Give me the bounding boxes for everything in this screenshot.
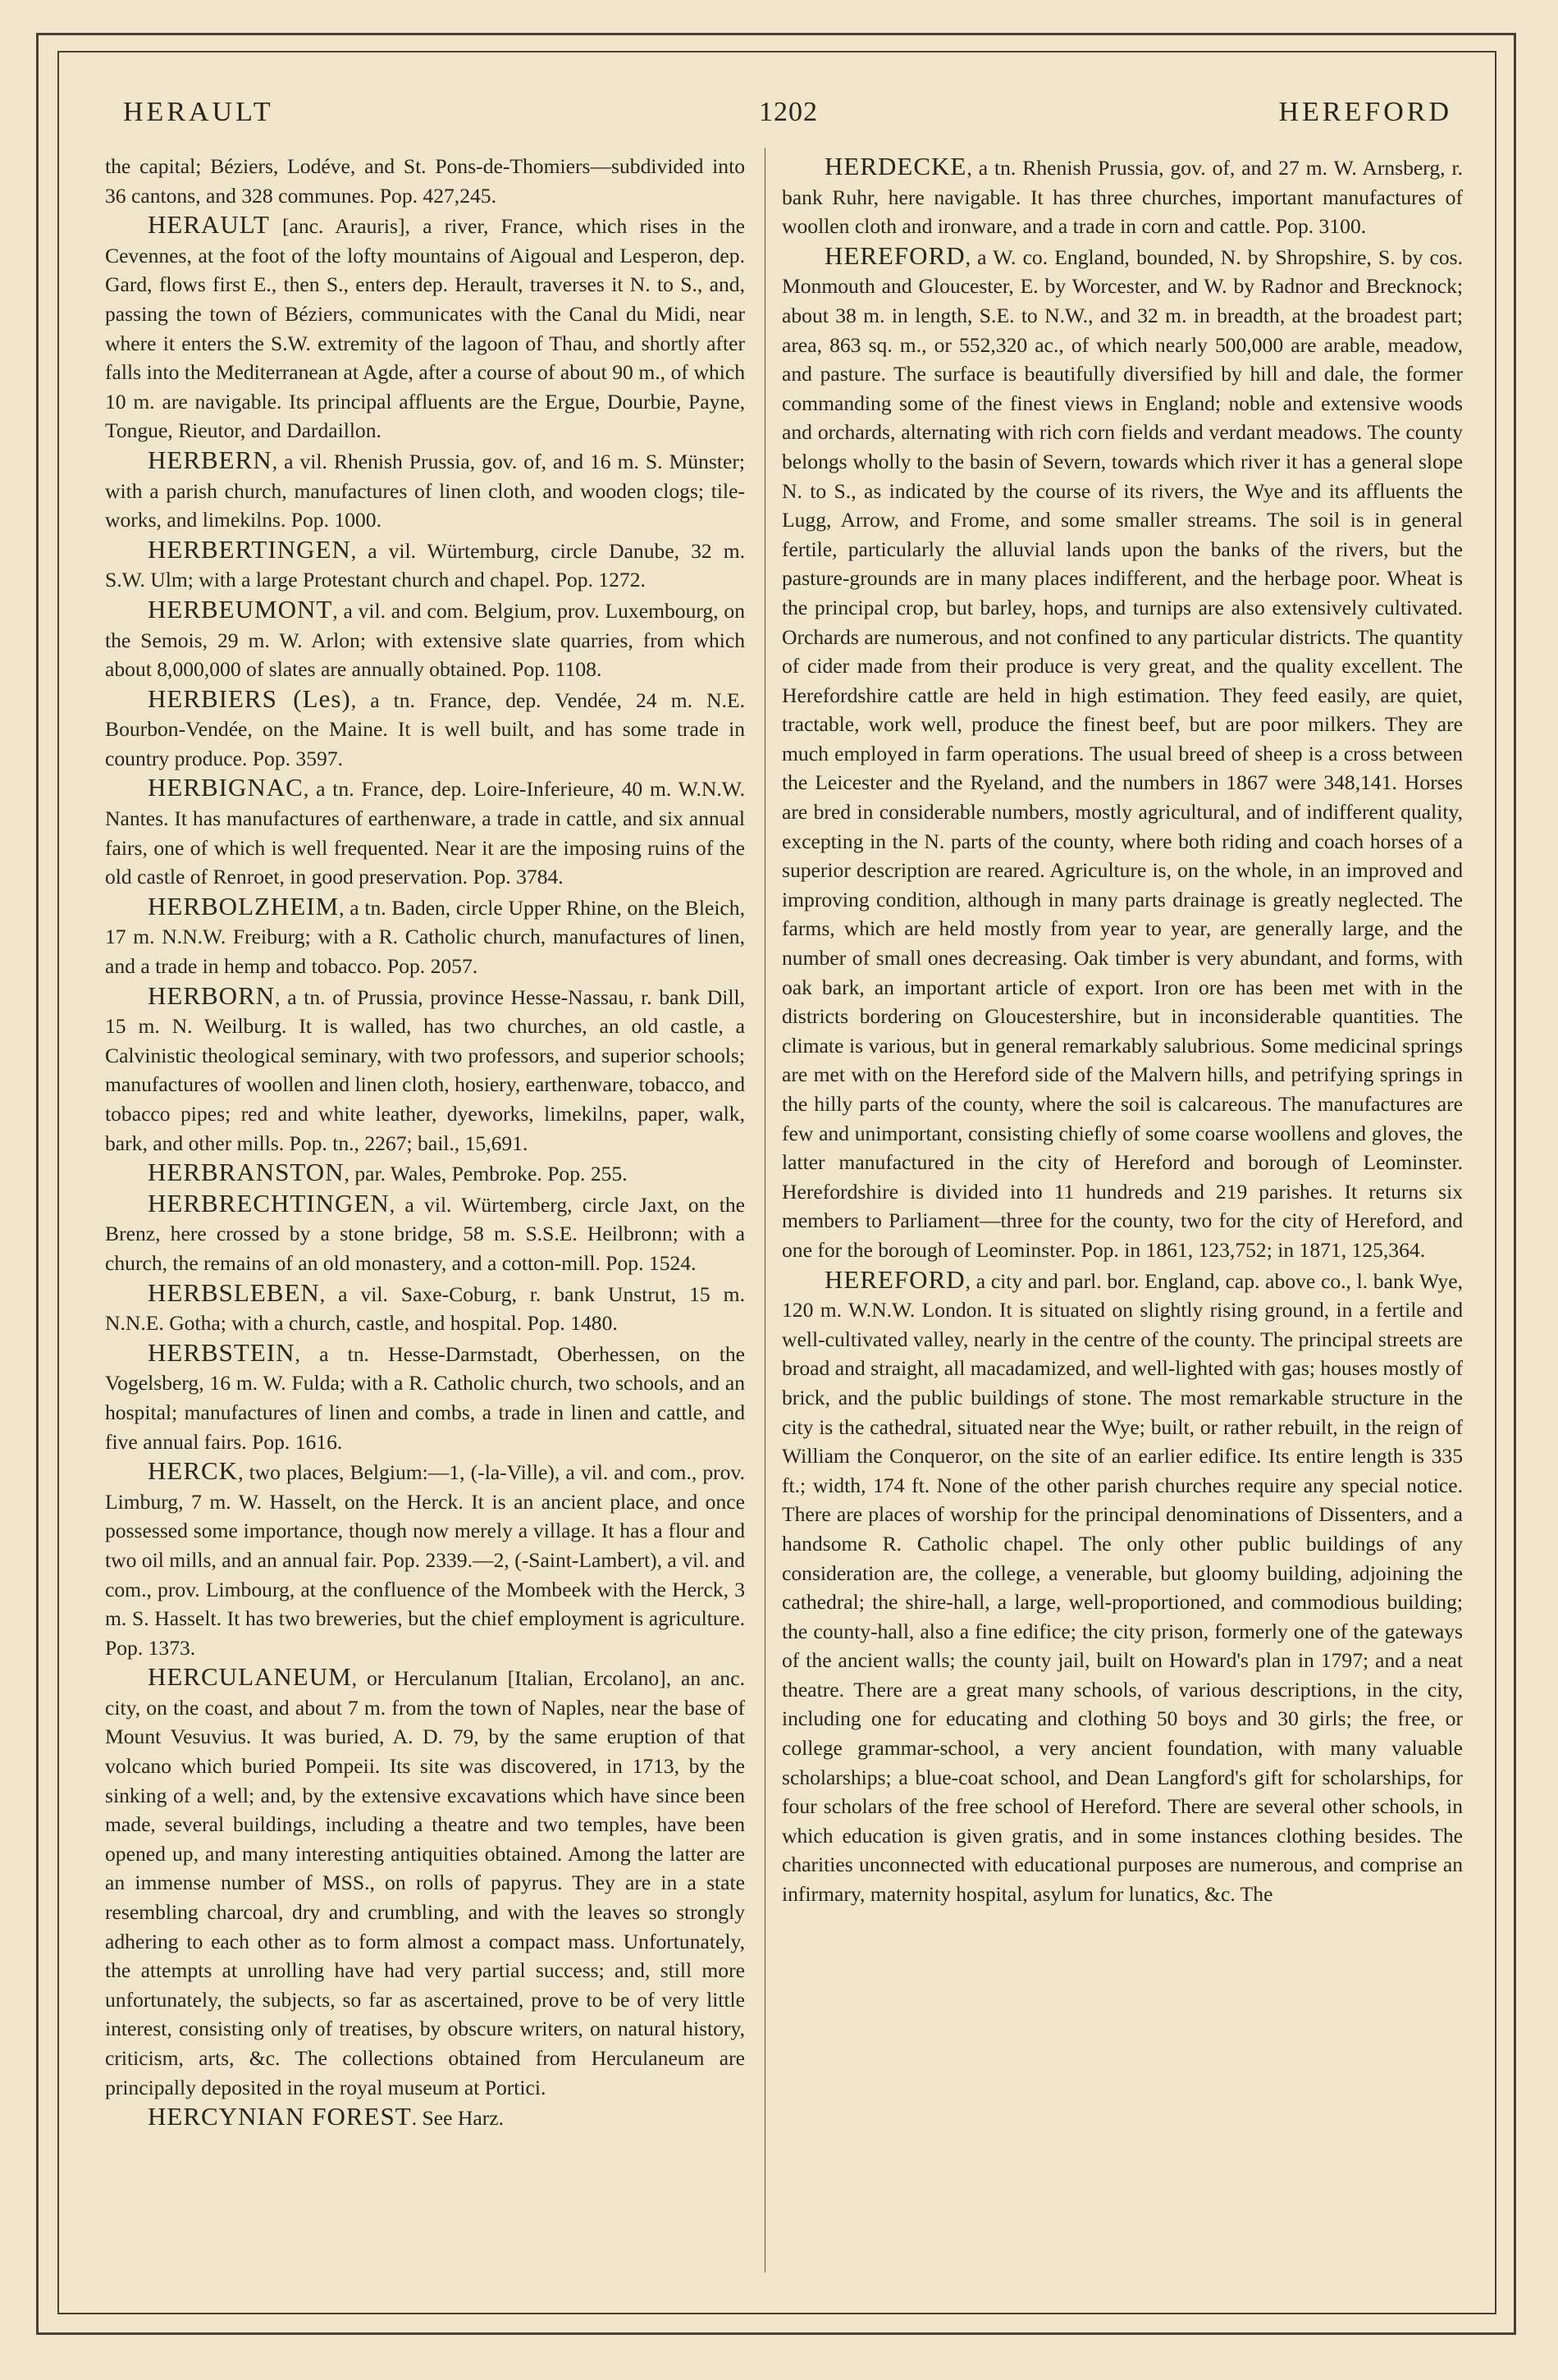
entry-headword: HERBIGNAC [148, 773, 304, 802]
entry-text: , a tn. Rhenish Prussia, gov. of, and 27 m. W. Arnsberg, r. bank Ruhr, here navigable. It has three churches, important manufactures of woollen cloth and ironware, and a trade in corn and cattle. Pop. 3100. [782, 156, 1463, 239]
entry-headword: HERBERTINGEN [148, 534, 351, 564]
entry-text: , a vil. Würtemberg, circle Jaxt, on the Brenz, here crossed by a stone bridge, 58 m. S.S.E. Heilbronn; with a church, the remains of an old monastery, and a cotton-mill. Pop. 1524. [105, 1192, 745, 1275]
entry-text: , a vil. Saxe-Coburg, r. bank Unstrut, 15 m. N.N.E. Gotha; with a church, castle, and hospital. Pop. 1480. [105, 1281, 745, 1336]
gazetteer-entry [782, 1265, 1463, 1909]
entry-text: , par. Wales, Pembroke. Pop. 255. [344, 1162, 628, 1186]
page-number: 1202 [759, 97, 818, 127]
gazetteer-entry [105, 1338, 745, 1456]
gazetteer-entry [105, 773, 745, 891]
gazetteer-entry [782, 241, 1463, 1265]
header-left-word: HERAULT [123, 97, 274, 127]
gazetteer-entry [105, 152, 745, 210]
entry-headword: HERCK [148, 1456, 239, 1486]
entry-headword: HEREFORD [825, 1264, 966, 1294]
entry-headword: HERBRECHTINGEN [148, 1188, 390, 1217]
entry-headword: HERDECKE [825, 152, 967, 180]
gazetteer-entry [105, 2102, 745, 2133]
entry-text: , a city and parl. bor. England, cap. above co., l. bank Wye, 120 m. W.N.W. London. It is situated on slightly rising ground, in a fertile and well-cultivated valley, nearly in the centre of the county. The principal streets are broad and straight, all macadamized, and well-lighted with gas; houses mostly of brick, and the public buildings of stone. The most remarkable structure in the city is the cathedral, situated near the Wye; built, or rather rebuilt, in the reign of William the Conqueror, on the site of an earlier edifice. Its entire length is 335 ft.; width, 174 ft. None of the other parish churches require any special notice. There are places of worship for the principal denominations of Dissenters, and a handsome R. Catholic chapel. The only other public buildings of any consideration are, the college, a venerable, but gloomy building, adjoining the cathedral; the shire-hall, a large, well-proportioned, and commodious building; the county-hall, also a fine edifice; the city prison, formerly one of the gateways of the ancient walls; the county jail, built on Howard's plan in 1797; and a neat theatre. There are a great many schools, of various descriptions, in the city, including one for educating and clothing 50 boys and 30 girls; the free, or college grammar-school, a very ancient foundation, with many valuable scholarships; a blue-coat school, and Dean Langford's gift for scholarships, for four scholars of the free school of Hereford. There are several other schools, in which education is given gratis, and in some instances clothing besides. The charities unconnected with educational purposes are numerous, and comprise an infirmary, maternity hospital, asylum for lunatics, &c. The [782, 1268, 1463, 1907]
entry-text: , a tn. France, dep. Vendée, 24 m. N.E. Bourbon-Vendée, on the Maine. It is well built, and has some trade in country produce. Pop. 3597. [105, 688, 745, 770]
running-header [98, 97, 1485, 143]
gazetteer-entry [105, 595, 745, 684]
gazetteer-entry [105, 1158, 745, 1189]
entry-text: , a W. co. England, bounded, N. by Shropshire, S. by cos. Monmouth and Gloucester, E. by Worcester, and W. by Radnor and Brecknock; about 38 m. in length, S.E. to N.W., and 32 m. in breadth, at the broadest part; area, 863 sq. m., or 552,320 ac., of which nearly 500,000 are arable, meadow, and pasture. The surface is beautifully diversified by hill and dale, the former commanding some of the finest views in England; noble and extensive woods and orchards, alternating with rich corn fields and verdant meadows. The county belongs wholly to the basin of Severn, towards which river it has a general slope N. to S., as indicated by the course of its rivers, the Wye and its affluents the Lugg, Arrow, and Frome, and some smaller streams. The soil is in general fertile, particularly the alluvial lands upon the banks of the rivers, but the pasture-grounds are in many places indifferent, and the herbage poor. Wheat is the principal crop, but barley, hops, and turnips are also extensively cultivated. Orchards are numerous, and not confined to any particular districts. The quantity of cider made from their produce is very great, and the quality excellent. The Herefordshire cattle are held in high estimation. They feed easily, are quiet, tractable, work well, produce the finest beef, but are poor milkers. They are much employed in farm operations. The usual breed of sheep is a cross between the Leicester and the Ryeland, and the numbers in 1867 were 348,141. Horses are bred in considerable numbers, mostly agricultural, and of indifferent quality, excepting in the N. parts of the county, where both riding and coach horses of a superior description are reared. Agriculture is, on the whole, in an improved and improving condition, although in many parts drainage is greatly neglected. The farms, which are held mostly from year to year, are generally large, and the number of small ones decreasing. Oak timber is very abundant, and forms, with oak bark, an important article of export. Iron ore has been met with in the districts bordering on Gloucestershire, but in inconsiderable quantities. The climate is various, but in general remarkably salubrious. Some medicinal springs are met with on the Hereford side of the Malvern hills, and petrifying springs in the hilly parts of the county, where the soil is calcareous. The manufactures are few and unimportant, consisting chiefly of some coarse woollens and gloves, the latter manufactured in the city of Hereford and borough of Leominster. Herefordshire is divided into 11 hundreds and 219 parishes. It returns six members to Parliament—three for the county, two for the city of Hereford, and one for the borough of Leominster. Pop. in 1861, 123,752; in 1871, 125,364. [782, 244, 1463, 1262]
gazetteer-entry [105, 1189, 745, 1278]
entry-headword: HERAULT [148, 210, 270, 240]
entry-text: , a tn. Hesse-Darmstadt, Oberhessen, on the Vogelsberg, 16 m. W. Fulda; with a R. Catholic church, two schools, and an hospital; manufactures of linen and combs, a trade in linen and cattle, and five annual fairs. Pop. 1616. [105, 1341, 745, 1454]
entry-headword: HEREFORD [825, 240, 966, 270]
gazetteer-entry [105, 445, 745, 535]
header-right-word: HEREFORD [1278, 97, 1452, 127]
gazetteer-entry [105, 981, 745, 1158]
entry-headword: HERBIERS (Les) [148, 683, 351, 713]
entry-headword: HERCYNIAN FOREST [148, 2102, 412, 2131]
entry-headword: HERBSTEIN [148, 1337, 295, 1367]
gazetteer-entry [105, 1278, 745, 1338]
entry-text: , a tn. France, dep. Loire-Inferieure, 40 m. W.N.W. Nantes. It has manufactures of earthenware, a trade in cattle, and six annual fairs, one of which is well frequented. Near it are the imposing ruins of the old castle of Renroet, in good preservation. Pop. 3784. [105, 777, 745, 889]
entry-text: , a vil. Rhenish Prussia, gov. of, and 16 m. S. Münster; with a parish church, manufactures of linen cloth, and wooden clogs; tile-works, and limekilns. Pop. 1000. [105, 449, 745, 532]
entry-text: , a tn. Baden, circle Upper Rhine, on the Bleich, 17 m. N.N.W. Freiburg; with a R. Catholic church, manufactures of linen, and a trade in hemp and tobacco. Pop. 2057. [105, 895, 745, 979]
entry-headword: HERBOLZHEIM [148, 891, 340, 920]
entry-text: . See Harz. [411, 2106, 504, 2131]
entry-text: , two places, Belgium:—1, (-la-Ville), a vil. and com., prov. Limburg, 7 m. W. Hasselt, on the Herck. It is an ancient place, and once possessed some importance, though now merely a village. It has a flour and two oil mills, and an annual fair. Pop. 2339.—2, (-Saint-Lambert), a vil. and com., prov. Limbourg, at the confluence of the Mombeek with the Herck, 3 m. S. Hasselt. It has two breweries, but the chief employment is agriculture. Pop. 1373. [105, 1460, 745, 1660]
entry-text: , a vil. Würtemburg, circle Danube, 32 m. S.W. Ulm; with a large Protestant church and chapel. Pop. 1272. [105, 538, 745, 592]
entry-text: the capital; Béziers, Lodéve, and St. Pons-de-Thomiers—subdivided into 36 cantons, and 328 communes. Pop. 427,245. [105, 154, 745, 208]
entry-text: , or Herculanum [Italian, Ercolano], an anc. city, on the coast, and about 7 m. from the town of Naples, near the base of Mount Vesuvius. It was buried, A. D. 79, by the same eruption of that volcano which buried Pompeii. Its site was discovered, in 1713, by the sinking of a well; and, by the extensive excavations which have since been made, several buildings, including a theatre and two temples, have been opened up, and many interesting antiquities obtained. Among the latter are an immense number of MSS., on rolls of papyrus. They are in a state resembling charcoal, dry and crumbling, and with the leaves so strongly adhering to each other as to form almost a compact mass. Unfortunately, the attempts at unrolling have had very partial success; and, still more unfortunately, the subjects, so far as ascertained, prove to be of very little interest, consisting only of treatises, by obscure writers, on natural history, criticism, arts, &c. The collections obtained from Herculaneum are principally deposited in the royal museum at Portici. [105, 1666, 745, 2099]
gazetteer-entry [105, 892, 745, 981]
entry-text: [anc. Arauris], a river, France, which rises in the Cevennes, at the foot of the lofty mountains of Aigoual and Lesperon, dep. Gard, flows first E., then S., enters dep. Herault, traverses it N. to S., and, passing the town of Béziers, communicates with the Canal du Midi, near where it enters the S.W. extremity of the lagoon of Thau, and shortly after falls into the Mediterranean at Agde, after a course of about 90 m., of which 10 m. are navigable. Its principal affluents are the Ergue, Dourbie, Payne, Tongue, Rieutor, and Dardaillon. [105, 214, 745, 443]
entry-headword: HERBEUMONT [148, 594, 333, 624]
gazetteer-entry [105, 1662, 745, 2102]
entry-headword: HERBORN [148, 980, 276, 1010]
entry-headword: HERBRANSTON [148, 1158, 345, 1187]
gazetteer-entry [105, 210, 745, 445]
entry-text: , a vil. and com. Belgium, prov. Luxembourg, on the Semois, 29 m. W. Arlon; with extensive slate quarries, from which about 8,000,000 of slates are annually obtained. Pop. 1108. [105, 598, 745, 682]
gazetteer-entry [105, 1456, 745, 1662]
gazetteer-entry [782, 152, 1463, 241]
entry-headword: HERBERN [148, 445, 272, 474]
gazetteer-entry [105, 535, 745, 595]
gazetteer-entry [105, 684, 745, 774]
right-column [782, 152, 1463, 2285]
entry-headword: HERBSLEBEN [148, 1277, 320, 1307]
entry-text: , a tn. of Prussia, province Hesse-Nassau, r. bank Dill, 15 m. N. Weilburg. It is walled, has two churches, an old castle, a Calvinistic theological seminary, with two professors, and superior schools; manufactures of woollen and linen cloth, hosiery, earthenware, tobacco, and tobacco pipes; red and white leather, dyeworks, limekilns, paper, walk, bark, and other mills. Pop. tn., 2267; bail., 15,691. [105, 984, 745, 1155]
entry-headword: HERCULANEUM [148, 1662, 352, 1692]
left-column [105, 152, 745, 2285]
